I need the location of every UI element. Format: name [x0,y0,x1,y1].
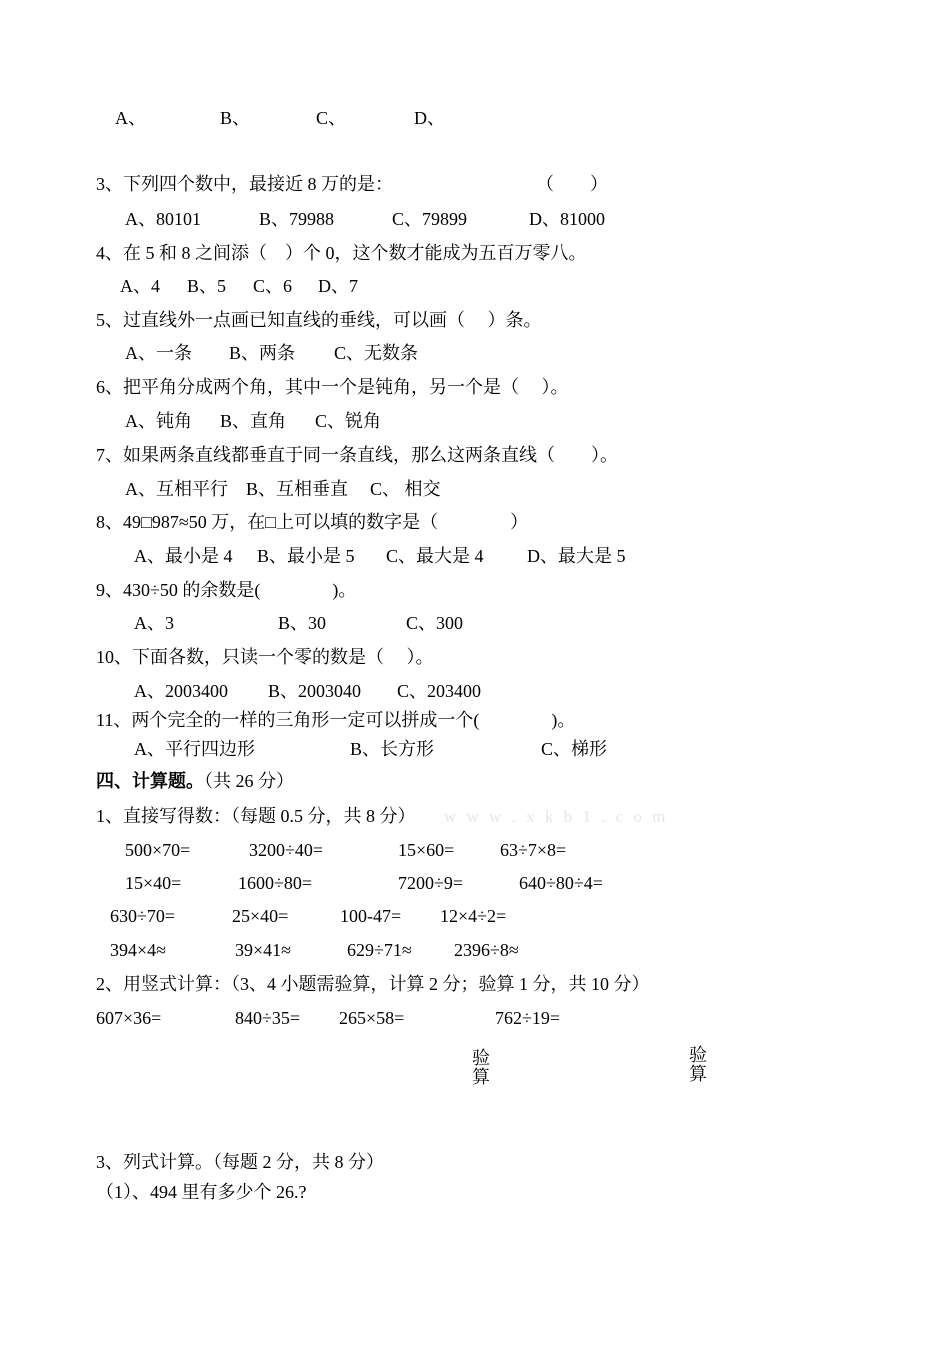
q5-option-a: A、一条 [125,343,192,363]
q4-text: 4、在 5 和 8 之间添（ ）个 0，这个数才能成为五百万零八。 [96,243,587,263]
q6-text: 6、把平角分成两个角，其中一个是钝角，另一个是（ ）。 [96,377,569,397]
calc2-item-4: 762÷19= [495,1008,561,1028]
watermark: w w w . x k b 1 . c o m [444,807,669,826]
q6-option-a: A、钝角 [125,411,192,431]
q4-option-b: B、5 [187,276,227,296]
calc2-item-2: 840÷35= [235,1008,301,1028]
calc1-r2-c3: 7200÷9= [398,873,464,893]
check-label-3-char1: 验 [472,1048,490,1068]
q5-option-c: C、无数条 [334,343,419,363]
q10-option-b: B、2003040 [268,681,362,701]
q10-option-a: A、2003400 [134,681,228,701]
q3-option-b: B、79988 [259,209,335,229]
q11-option-b: B、长方形 [350,739,435,759]
q2-option-a: A、 [115,108,146,128]
q2-option-b: B、 [220,108,251,128]
q9-text: 9、430÷50 的余数是( )。 [96,580,357,600]
q8-option-b: B、最小是 5 [257,546,355,566]
q3-option-a: A、80101 [125,209,201,229]
check-label-3-char2: 算 [472,1067,490,1087]
q11-option-a: A、平行四边形 [134,739,255,759]
section4-title: 四、计算题。 [96,771,204,791]
q9-option-c: C、300 [406,613,464,633]
check-label-4 [689,1046,709,1084]
calc1-r1-c2: 3200÷40= [249,840,324,860]
q6-option-b: B、直角 [220,411,287,431]
calc2-item-3: 265×58= [339,1008,405,1028]
q7-text: 7、如果两条直线都垂直于同一条直线，那么这两条直线（ ）。 [96,445,618,465]
q7-option-c: C、 相交 [370,479,441,499]
calc1-r2-c2: 1600÷80= [238,873,313,893]
q3-option-d: D、81000 [529,209,605,229]
q5-option-b: B、两条 [229,343,296,363]
q11-option-c: C、梯形 [541,739,608,759]
calc2-item-1: 607×36= [96,1008,162,1028]
q3-answer-paren: （ ） [536,174,608,194]
section4-score: （共 26 分） [204,771,294,791]
q5-text: 5、过直线外一点画已知直线的垂线，可以画（ ）条。 [96,310,542,330]
calc3-sub1: （1）、494 里有多少个 26.? [96,1182,307,1202]
q8-text: 8、49□987≈50 万，在□上可以填的数字是（ ） [96,512,529,532]
q8-option-d: D、最大是 5 [527,546,626,566]
q10-text: 10、下面各数，只读一个零的数是（ ）。 [96,647,434,667]
check-label-4-char1: 验 [689,1045,707,1065]
q9-option-b: B、30 [278,613,327,633]
calc1-r4-c1: 394×4≈ [110,940,167,960]
check-label-3 [472,1049,492,1087]
q3-option-c: C、79899 [392,209,468,229]
q8-option-a: A、最小是 4 [134,546,233,566]
q7-option-b: B、互相垂直 [246,479,349,499]
calc1-r1-c3: 15×60= [398,840,455,860]
section4-heading [96,771,294,791]
q3-text: 3、下列四个数中，最接近 8 万的是： [96,174,393,194]
q4-option-a: A、4 [120,276,160,296]
calc1-r3-c2: 25×40= [232,906,289,926]
calc1-text: 1、直接写得数：（每题 0.5 分，共 8 分） [96,806,416,826]
q10-option-c: C、203400 [397,681,482,701]
q9-option-a: A、3 [134,613,174,633]
calc3-text: 3、列式计算。（每题 2 分，共 8 分） [96,1152,384,1172]
q7-option-a: A、互相平行 [125,479,228,499]
calc1-r4-c2: 39×41≈ [235,940,292,960]
calc1-r3-c4: 12×4÷2= [440,906,507,926]
q11-text: 11、两个完全的一样的三角形一定可以拼成一个( )。 [96,710,576,730]
calc1-r3-c1: 630÷70= [110,906,176,926]
q4-option-c: C、6 [253,276,293,296]
calc1-r3-c3: 100-47= [340,906,402,926]
calc1-r4-c3: 629÷71≈ [347,940,412,960]
q6-option-c: C、锐角 [315,411,382,431]
calc1-r2-c1: 15×40= [125,873,182,893]
calc1-r4-c4: 2396÷8≈ [454,940,519,960]
q2-option-d: D、 [414,108,445,128]
calc2-text: 2、用竖式计算：（3、4 小题需验算，计算 2 分；验算 1 分，共 10 分） [96,974,650,994]
q4-option-d: D、7 [318,276,358,296]
q8-option-c: C、最大是 4 [386,546,484,566]
calc1-r2-c4: 640÷80÷4= [519,873,603,893]
calc1-r1-c1: 500×70= [125,840,191,860]
q2-option-c: C、 [316,108,347,128]
check-label-4-char2: 算 [689,1064,707,1084]
calc1-r1-c4: 63÷7×8= [500,840,567,860]
